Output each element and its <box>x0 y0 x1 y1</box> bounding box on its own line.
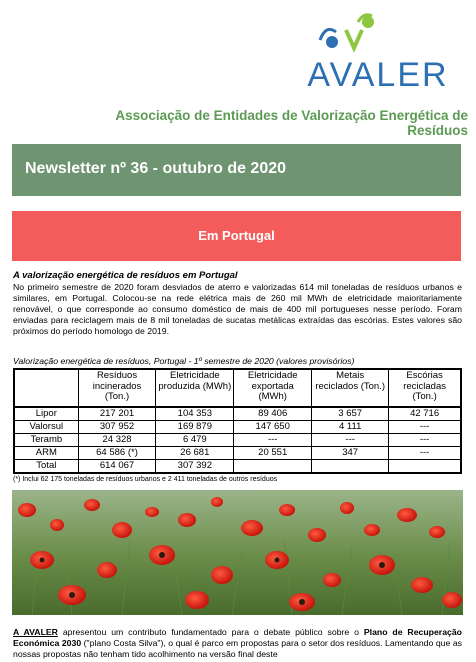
table-cell: 42 716 <box>389 407 461 421</box>
table-cell: --- <box>389 434 461 447</box>
table-header-row <box>14 369 461 407</box>
closing-text-2: ("plano Costa Silva"), o qual é parco em propostas para o setor dos resíduos. Lamentando que as nossas propostas não tenham tido acolhimento na versão final deste <box>13 638 462 659</box>
table-cell: 307 392 <box>156 460 234 474</box>
table-header-cell <box>14 369 78 407</box>
table-cell: 147 650 <box>234 421 312 434</box>
table-cell <box>234 460 312 474</box>
table-cell: Teramb <box>14 434 78 447</box>
table-cell: Lipor <box>14 407 78 421</box>
table-cell: 4 111 <box>312 421 389 434</box>
table-row <box>14 421 461 434</box>
table-row <box>14 407 461 421</box>
logo-mark-icon <box>310 12 380 58</box>
table-row-total <box>14 460 461 474</box>
table-cell: 104 353 <box>156 407 234 421</box>
table-cell: 3 657 <box>312 407 389 421</box>
table-cell: Valorsul <box>14 421 78 434</box>
newsletter-header <box>12 144 461 196</box>
avaler-logo <box>298 12 458 92</box>
table-row <box>14 434 461 447</box>
table-header-cell: Resíduos incinerados (Ton.) <box>78 369 156 407</box>
table-cell: --- <box>312 434 389 447</box>
table-header-cell: Escórias recicladas (Ton.) <box>389 369 461 407</box>
data-table <box>13 368 462 474</box>
table-cell: 89 406 <box>234 407 312 421</box>
table-cell: --- <box>234 434 312 447</box>
table-cell: 307 952 <box>78 421 156 434</box>
section-header <box>12 211 461 261</box>
closing-paragraph <box>13 627 462 660</box>
table-footnote: (*) Inclui 62 175 toneladas de resíduos urbanos e 2 411 toneladas de outros resíduos <box>13 476 278 483</box>
closing-bold-text: Plano de Recuperação Económica 2030 <box>13 627 462 648</box>
poppy-field-photo <box>12 490 463 615</box>
table-cell: ARM <box>14 447 78 460</box>
avaler-link[interactable]: A AVALER <box>13 627 58 637</box>
table-cell: 26 681 <box>156 447 234 460</box>
table-cell: 20 551 <box>234 447 312 460</box>
table-cell: --- <box>389 447 461 460</box>
article-title: A valorização energética de resíduos em Portugal <box>13 270 238 281</box>
table-cell: 64 586 (*) <box>78 447 156 460</box>
table-cell: 169 879 <box>156 421 234 434</box>
poppy-field-image <box>12 490 463 615</box>
logo-text: AVALER <box>307 56 449 94</box>
article-body: No primeiro semestre de 2020 foram desviados de aterro e valorizadas 614 mil toneladas de resíduos urbanos e similares, em Portugal. Colocou-se na rede elétrica mais de 260 mil MWh de eletricidade maioritariamente renovável, o que corresponde ao consumo doméstico de mais de 400 mil portugueses nesse período. Foram enviadas para reciclagem mais de 8 mil toneladas de sucatas metálicas extraídas das escórias. Estes valores são próximos do período homologo de 2019. <box>13 282 462 336</box>
table-cell: --- <box>389 421 461 434</box>
table-cell <box>312 460 389 474</box>
table-header-cell: Eletricidade exportada (MWh) <box>234 369 312 407</box>
table-cell <box>389 460 461 474</box>
table-caption: Valorização energética de resíduos, Portugal - 1º semestre de 2020 (valores provisórios) <box>13 356 355 366</box>
closing-text-1: apresentou um contributo fundamentado para o debate público sobre o <box>57 627 364 637</box>
table-cell: 24 328 <box>78 434 156 447</box>
table-header-cell: Metais reciclados (Ton.) <box>312 369 389 407</box>
section-title: Em Portugal <box>198 228 275 243</box>
table-cell: Total <box>14 460 78 474</box>
table-cell: 614 067 <box>78 460 156 474</box>
table-header-cell: Eletricidade produzida (MWh) <box>156 369 234 407</box>
association-name: Associação de Entidades de Valorização Energética de Resíduos <box>115 108 468 138</box>
newsletter-title: Newsletter nº 36 - outubro de 2020 <box>25 160 287 177</box>
table-row <box>14 447 461 460</box>
table-cell: 6 479 <box>156 434 234 447</box>
table-cell: 217 201 <box>78 407 156 421</box>
table-cell: 347 <box>312 447 389 460</box>
